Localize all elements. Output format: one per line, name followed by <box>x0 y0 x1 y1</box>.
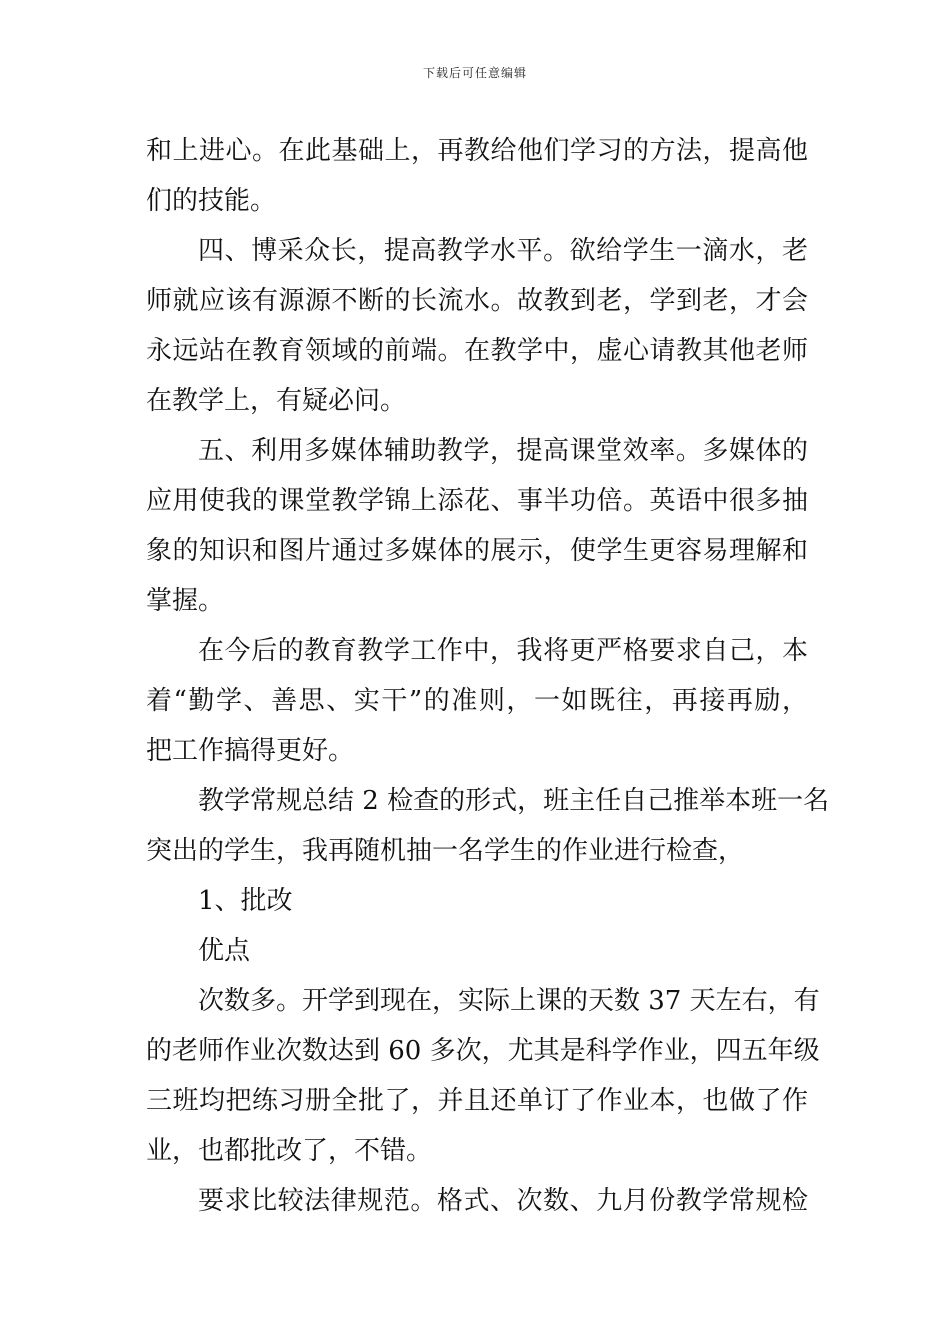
text-line: 1、批改 <box>198 886 293 916</box>
text-line: 四、博采众长，提高教学水平。欲给学生一滴水，老 <box>198 236 808 266</box>
text-line: 把工作搞得更好。 <box>146 736 355 766</box>
text-line: 要求比较法律规范。格式、次数、九月份教学常规检 <box>198 1186 808 1216</box>
text-line: 突出的学生，我再随机抽一名学生的作业进行检查， <box>146 836 745 866</box>
text-line: 永远站在教育领域的前端。在教学中，虚心请教其他老师 <box>146 336 808 366</box>
text-line: 和上进心。在此基础上，再教给他们学习的方法，提高他 <box>146 136 808 166</box>
text-line: 三班均把练习册全批了，并且还单订了作业本，也做了作 <box>146 1086 808 1116</box>
text-line: 象的知识和图片通过多媒体的展示，使学生更容易理解和 <box>146 536 808 566</box>
text-line: 着“勤学、善思、实干”的准则，一如既往，再接再励， <box>146 686 808 716</box>
text-line: 掌握。 <box>146 586 225 616</box>
text-line: 优点 <box>198 936 251 966</box>
text-line: 在教学上，有疑必问。 <box>146 386 407 416</box>
text-line: 们的技能。 <box>146 186 277 216</box>
document-body <box>146 126 830 1226</box>
text-line: 在今后的教育教学工作中，我将更严格要求自己，本 <box>198 636 808 666</box>
text-line: 的老师作业次数达到 60 多次，尤其是科学作业，四五年级 <box>146 1036 820 1066</box>
text-line: 次数多。开学到现在，实际上课的天数 37 天左右，有 <box>198 986 820 1016</box>
page-header: 下载后可任意编辑 <box>422 66 527 80</box>
text-line: 教学常规总结 2 检查的形式，班主任自己推举本班一名 <box>198 786 830 816</box>
text-line: 业，也都批改了，不错。 <box>146 1136 433 1166</box>
text-line: 应用使我的课堂教学锦上添花、事半功倍。英语中很多抽 <box>146 486 808 516</box>
text-line: 师就应该有源源不断的长流水。故教到老，学到老，才会 <box>146 286 808 316</box>
text-line: 五、利用多媒体辅助教学，提高课堂效率。多媒体的 <box>198 436 808 466</box>
